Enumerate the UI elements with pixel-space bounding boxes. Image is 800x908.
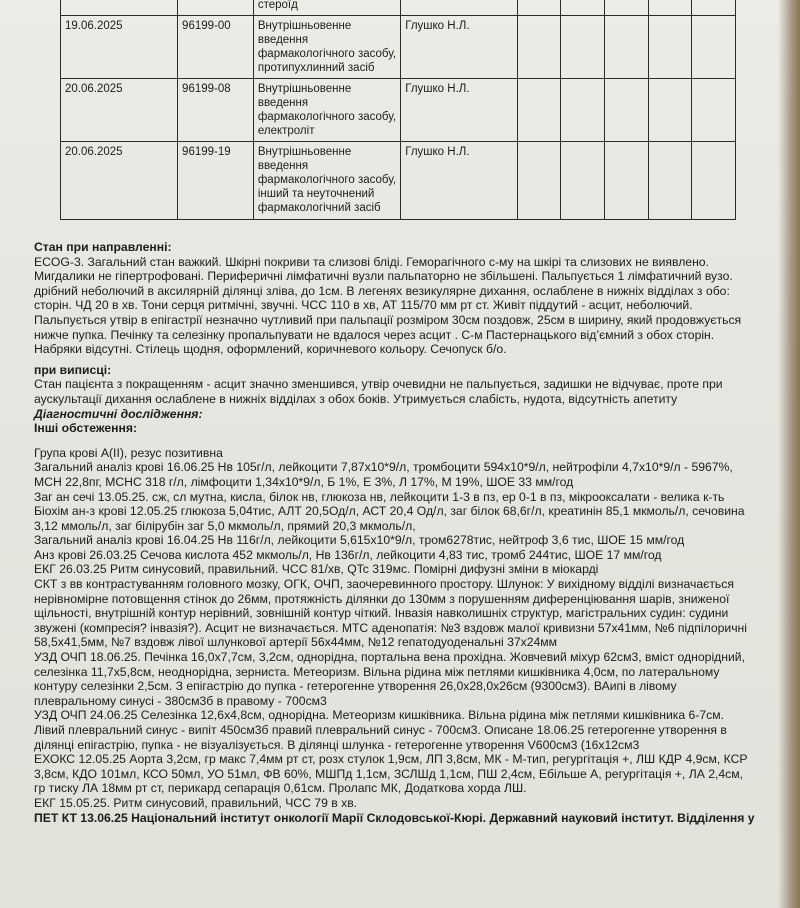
finding-paragraph: Група крові А(ІІ), резус позитивна [34, 445, 223, 460]
procedure-cell: Внутрішньовенне введення фармакологічного засобу, електроліт [253, 79, 400, 142]
doctor-cell: Глушко Н.Л. [401, 142, 517, 220]
date-cell: 20.06.2025 [61, 142, 178, 220]
procedure-cell: Внутрішньовенне введення фармакологічного засобу, інший та неуточнений фармакологічний засіб [253, 142, 400, 220]
referral-text: ECOG-3. Загальний стан важкий. Шкірні покриви та слизові бліді. Геморагічного с-му на шкірі та слизових не виявлено. Мигдалики не гіпертрофовані. Периферичні лімфатичні вузли пальпаторно не збільшені. Пальпується 1 лімфатичний вузо. дрібний неболючий в аксилярній ділянці зліва, до 1см. В легенях везикулярне дихання, ослаблене в нижніх відділах з обо: сторін. ЧД 20 в хв. Тони серця ритмічні, звучні. ЧСС 110 в хв, АТ 115/70 мм рт ст. Живіт піддутий - асцит, неболючий. Пальпується утвір в епігастрії незначно чутливий при пальпації розміром 30см поздовж, 25см в ширину, який продовжується нижче пупка. Печінку та селезінку пропальпувати не вдалося через асцит . С-м Пастернацького від’ємний з обох сторін. Набряки відсутні. Стілець щодня, оформлений, коричневого кольору. Сечопуск б/о. [34, 254, 742, 357]
finding-paragraph: Заг ан сечі 13.05.25. сж, сл мутна, кисла, білок нв, глюкоза нв, лейкоцити 1-3 в пз, ер 0-1 в пз, мікроокcалати - велика к-ть [34, 489, 725, 504]
code-cell [178, 0, 254, 16]
code-cell: 96199-08 [178, 79, 254, 142]
table-row [61, 16, 736, 79]
page-edge-shadow [778, 0, 800, 908]
table-row [61, 79, 736, 142]
procedures-table [60, 0, 736, 220]
finding-paragraph: УЗД ОЧП 18.06.25. Печінка 16,0х7,7см, 3,2см, однорідна, портальна вена прохідна. Жовчевий міхур 62см3, вміст однорідний, селезінка 11,7х5,8см, неоднорідна, зерниста. Метеоризм. Вільна рідина між петлями кишківника 4,0см, по латеральному контуру селезінки 2,5см. З епігастрію до пупка - гетерогенне утворення 26,0х28,0х26см (9300см3). ВАипі в лівому плевральному синусі - 380см3б в правому - 700см3 [34, 650, 745, 708]
table-row [61, 0, 736, 16]
other-exams-heading: Інші обстеження: [34, 421, 138, 436]
discharge-text: Стан пацієнта з покращенням - асцит значно зменшився, утвір очевидни не пальпується, задишки не відчуває, проте при аускультації дихання ослаблене в нижніх відділах з обох боків. Утримується слабість, нудота, відсутність апетиту [34, 377, 723, 406]
finding-paragraph: ЕХОКС 12.05.25 Аорта 3,2см, гр макс 7,4мм рт ст, розх стулок 1,9см, ЛП 3,8см, МК - М-тип, регургітація +, ЛШ КДР 4,9см, КСР 3,8см, КДО 101мл, КСО 50мл, УО 51мл, ФВ 60%, МШПд 1,1см, ЗСЛШд 1,1см, ПШ 2,4см, Ебільше А, регургітація +, ЛА 2,4см, гр тиску ЛА 18мм рт ст, перикард сепарація 0,61см. Пролапс МК, Додаткова хорда ЛШ. [34, 752, 748, 796]
code-cell: 96199-00 [178, 16, 254, 79]
table-row [61, 142, 736, 220]
finding-paragraph: ПЕТ КТ 13.06.25 Національний інститут онкології Марії Склодовської-Кюрі. Державний науковий інститут. Відділення у [34, 810, 755, 825]
doctor-cell: Глушко Н.Л. [401, 16, 517, 79]
finding-paragraph: ЕКГ 15.05.25. Ритм синусовий, правильний, ЧСС 79 в хв. [34, 795, 358, 810]
finding-paragraph: Біохім ан-з крові 12.05.25 глюкоза 5,04тис, АЛТ 20,5Од/л, АСТ 20,4 Од/л, заг білок 68,6г/л, креатинін 85,1 мкмоль/л, сечовина 3,12 ммоль/л, заг білірубін заг 5,0 мкмоль/л, прямий 20,3 мкмоль/л, [34, 504, 745, 533]
finding-paragraph: СКТ з вв контрастуванням головного мозку, ОГК, ОЧП, заочеревинного простору. Шлунок: У вихідному відділі визначається нерівномірне потовщення стінок до 26мм, протяжність ділянки до 130мм з порушенням диференціювання шарів, зниженої щільності, внутрішній контур нерівний, зовнішній контур чіткий. Інвазія навколишніх структур, магістральних судин: судини звужені (компресія? інвазія?). Асцит не визначається. МТС аденопатія: №3 вздовж малої кривизни 57х41мм, №6 підпілоричні 58,5х41,5мм, №7 вздовж лівої шлункової артерії 56х44мм, №12 гепатодуоденальні 37х24мм [34, 577, 747, 650]
finding-paragraph: УЗД ОЧП 24.06.25 Селезінка 12,6х4,8см, однорідна. Метеоризм кишківника. Вільна рідина між петлями кишківника 6-7см. Лівий плевральний синус - випіт 450см3б правий плевральний синус - 700см3. Описане 18.06.25 гетерогенне утворення в ділянці епігастрію, пупка - не візуалізується. В ділянці шлунка - гетерогенне утворення V600см3 (16х12см3 [34, 708, 727, 752]
code-cell: 96199-19 [178, 142, 254, 220]
finding-paragraph: Загальний аналіз крові 16.04.25 Нв 116г/л, лейкоцити 5,615х10*9/л, тром6278тис, нейтроф 3,6 тис, ШОЕ 15 мм/год [34, 533, 685, 548]
discharge-heading: при виписці: [34, 362, 112, 377]
procedure-cell: Внутрішньовенне введення фармакологічного засобу, протипухлинний засіб [253, 16, 400, 79]
referral-heading: Стан при направленні: [34, 240, 172, 254]
date-cell: 19.06.2025 [61, 16, 178, 79]
finding-paragraph: Загальний аналіз крові 16.06.25 Нв 105г/л, лейкоцити 7,87х10*9/л, тромбоцити 594х10*9/л, нейтрофіли 4,7х10*9/л - 5967%, MCH 22,8пг, MCHC 318 г/л, лімфоцити 1,34х10*9/л, Б 1%, Е 3%, Л 17%, М 19%, ШОЕ 33 мм/год [34, 460, 733, 489]
doctor-cell [401, 0, 517, 16]
document-body [34, 240, 756, 825]
date-cell [61, 0, 178, 16]
procedure-cell: стероїд [253, 0, 400, 16]
finding-paragraph: ЕКГ 26.03.25 Ритм синусовий, правильний. ЧСС 81/хв, QTc 319мс. Помірні дифузні зміни в міокарді [34, 562, 599, 577]
finding-paragraph: Анз крові 26.03.25 Сечова кислота 452 мкмоль/л, Нв 136г/л, лейкоцити 4,83 тис, тромб 244тис, ШОЕ 17 мм/год [34, 547, 662, 562]
diagnostics-heading: Діагностичні дослідження: [34, 406, 203, 421]
date-cell: 20.06.2025 [61, 79, 178, 142]
doctor-cell: Глушко Н.Л. [401, 79, 517, 142]
